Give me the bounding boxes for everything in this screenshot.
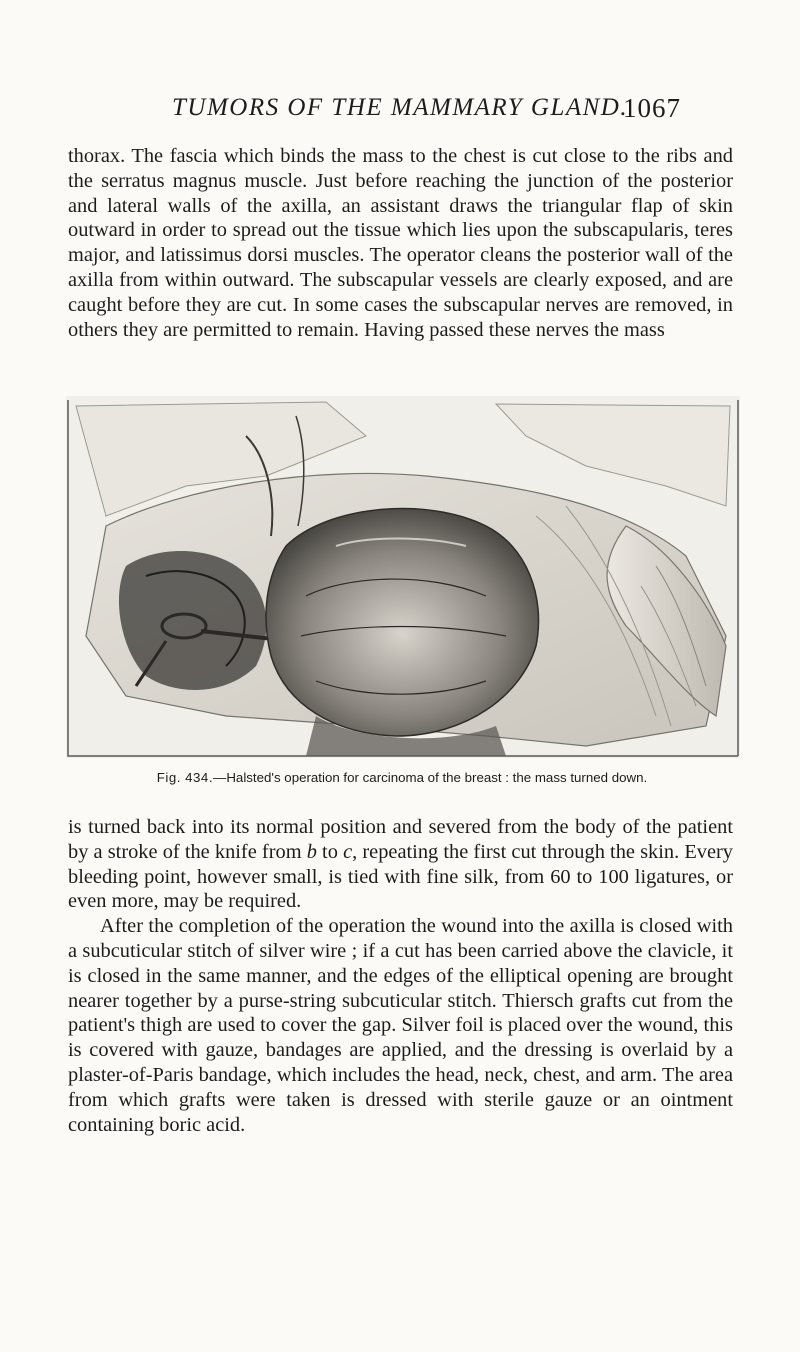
paragraph-closure: After the completion of the operation the wound into the axilla is closed with a subcuticular stitch of silver wire ; if a cut has been carried above the clavicle, it is closed in the same manner, and the edges of the elliptical opening are brought nearer together by a purse-string subcuticular stitch. Thiersch grafts cut from the patient's thigh are used to cover the gap. Silver foil is placed over the wound, this is covered with gauze, bandages are applied, and the dressing is overlaid by a plaster-of-Paris bandage, which includes the head, neck, chest, and arm. The area from which grafts were taken is dressed with sterile gauze or an ointment containing boric acid. bbox=[68, 915, 733, 1136]
breast-mass bbox=[266, 509, 539, 736]
paragraph-severing-start: is turned back into its normal position and severed from the body of the patient by a stroke of the knife from bbox=[68, 816, 733, 863]
illustration-engraving bbox=[66, 396, 740, 758]
paragraph-continued: thorax. The fascia which binds the mass to the chest is cut close to the ribs and the serratus magnus muscle. Just before reaching the junction of the posterior and lateral walls of the axilla, an assistant draws the triangular flap of skin outward in order to spread out the tissue which lies upon the subscapularis, teres major, and latissimus dorsi muscles. The operator cleans the posterior wall of the axilla from within outward. The subscapular vessels are clearly exposed, and are caught before they are cut. In some cases the subscapular nerves are removed, in others they are permitted to remain. Having passed these nerves the mass bbox=[68, 145, 733, 341]
running-head bbox=[0, 93, 800, 133]
letter-c: c bbox=[343, 840, 353, 863]
word-to: to bbox=[316, 840, 344, 863]
surgical-illustration bbox=[66, 396, 740, 758]
figure-label: Fig. 434. bbox=[156, 770, 214, 785]
body-text-top bbox=[68, 144, 733, 342]
paragraph-severing-end: , repeating the first cut through the skin. Every bleeding point, however small, is tied with fine silk, from 60 to 100 ligatures, or even more, may be required. bbox=[68, 840, 734, 913]
paragraph-severing bbox=[68, 815, 733, 914]
figure-caption bbox=[68, 769, 736, 787]
running-title: TUMORS OF THE MAMMARY GLAND. bbox=[172, 94, 629, 121]
letter-b: b bbox=[306, 840, 317, 863]
figure-caption-text: —Halsted's operation for carcinoma of the breast : the mass turned down. bbox=[213, 770, 648, 785]
page-number: 1067 bbox=[623, 93, 681, 123]
body-text-bottom bbox=[68, 815, 733, 1137]
